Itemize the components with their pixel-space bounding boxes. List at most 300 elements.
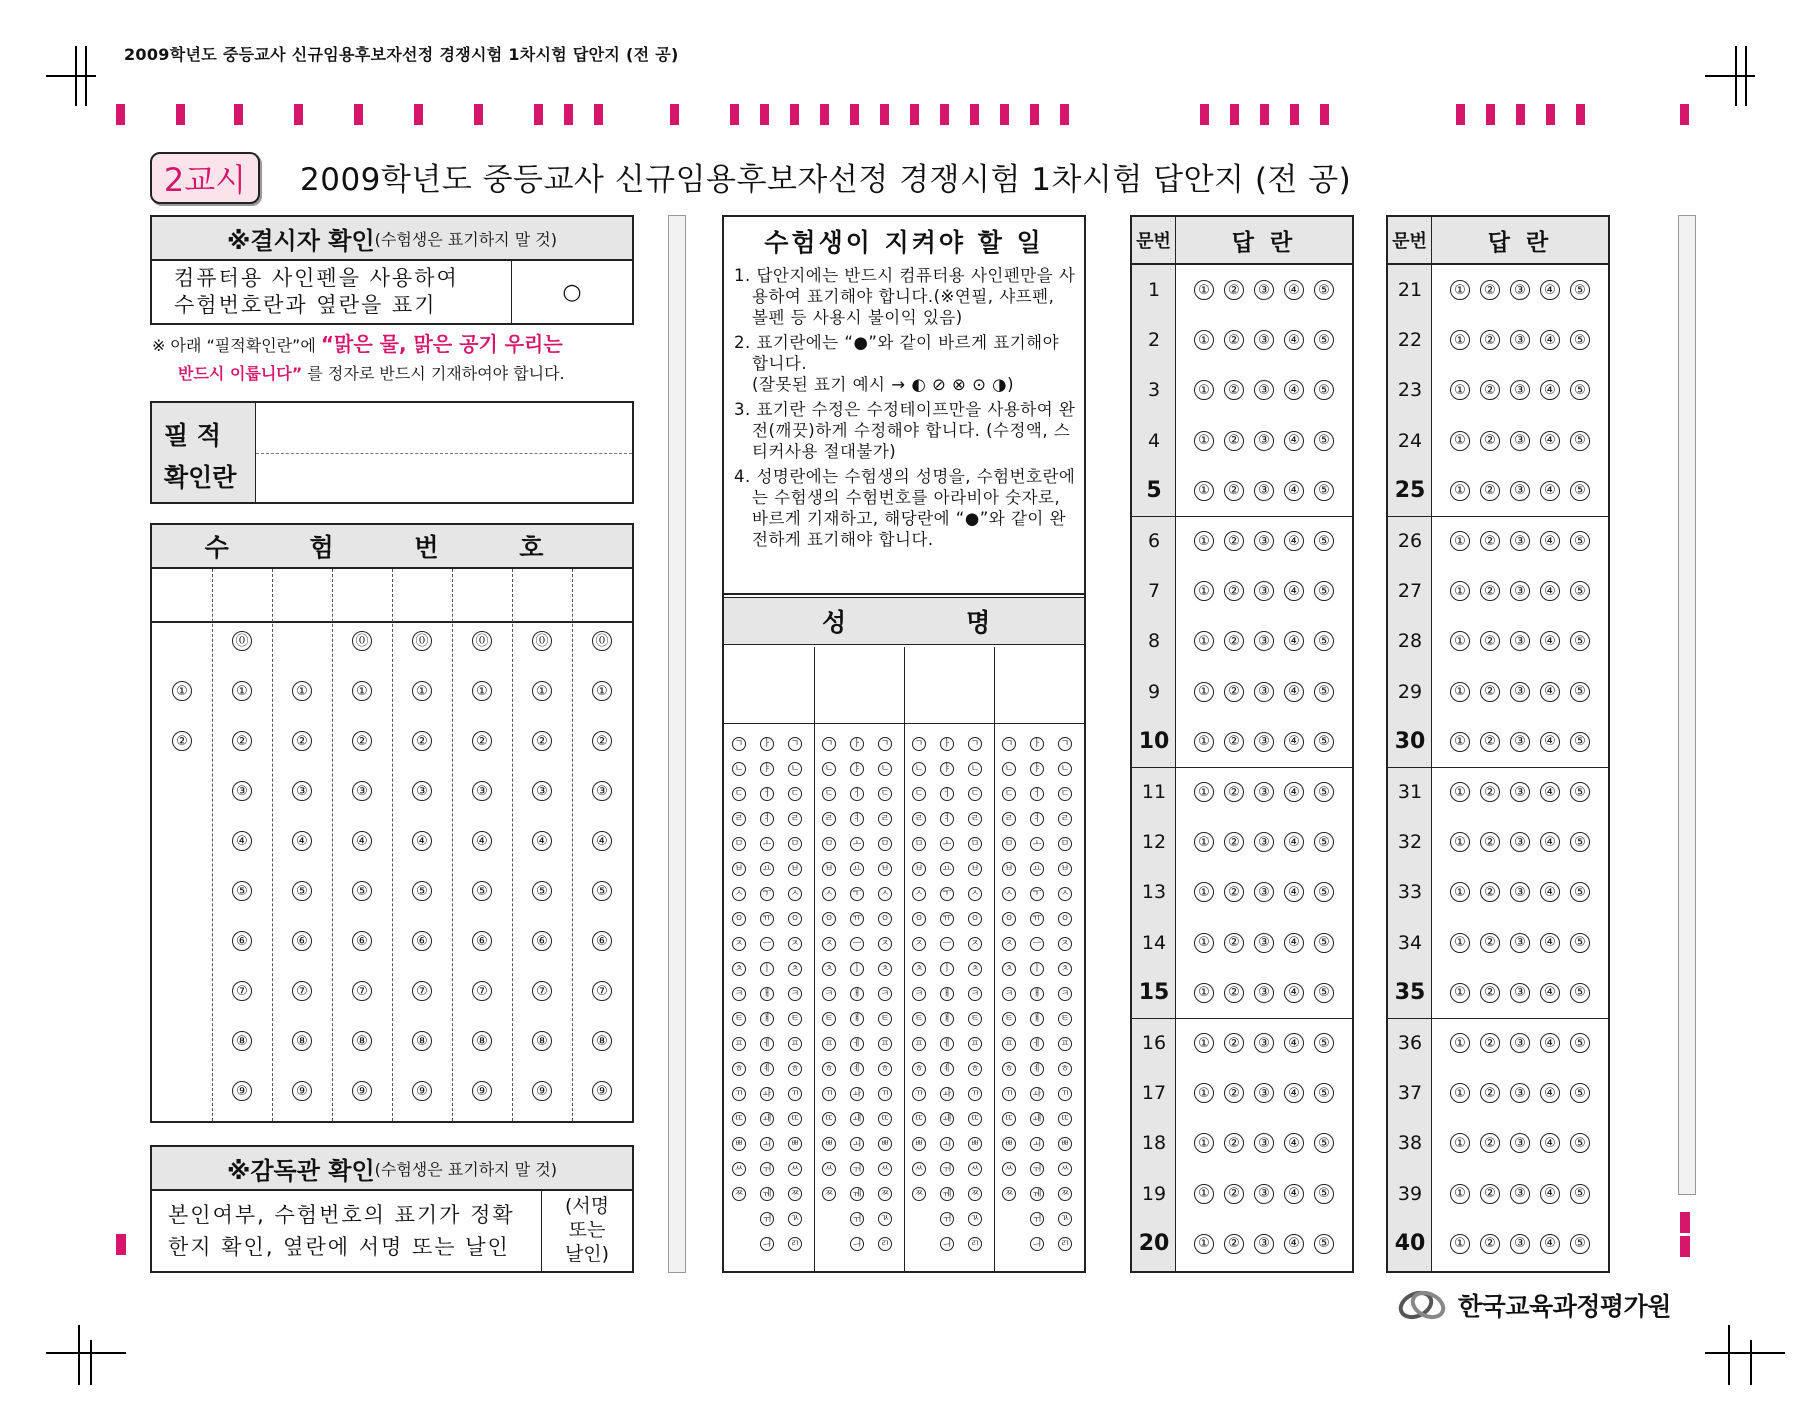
answer-option-bubble[interactable]: ③	[1510, 481, 1530, 501]
answer-option-bubble[interactable]: ⑤	[1314, 1083, 1334, 1103]
answer-option-bubble[interactable]: ⑤	[1570, 431, 1590, 451]
answer-option-bubble[interactable]: ④	[1540, 782, 1560, 802]
answer-option-bubble[interactable]: ①	[1194, 1033, 1214, 1053]
exam-digit-bubble[interactable]: ⑦	[352, 981, 372, 1001]
name-final-bubble[interactable]: ㅁ	[968, 837, 982, 851]
name-vowel-bubble[interactable]: ㅒ	[850, 1012, 864, 1026]
answer-option-bubble[interactable]: ②	[1224, 682, 1244, 702]
name-vowel-bubble[interactable]: ㅡ	[760, 937, 774, 951]
name-final-bubble[interactable]: ㄴ	[1058, 762, 1072, 776]
name-initial-bubble[interactable]: ㅈ	[732, 937, 746, 951]
answer-option-bubble[interactable]: ⑤	[1314, 732, 1334, 752]
answer-option-bubble[interactable]: ③	[1510, 983, 1530, 1003]
answer-option-bubble[interactable]: ③	[1510, 330, 1530, 350]
answer-option-bubble[interactable]: ⑤	[1570, 1234, 1590, 1254]
answer-option-bubble[interactable]: ⑤	[1314, 782, 1334, 802]
name-vowel-bubble[interactable]: ㅞ	[940, 1187, 954, 1201]
answer-option-bubble[interactable]: ②	[1480, 832, 1500, 852]
answer-option-bubble[interactable]: ①	[1194, 1184, 1214, 1204]
answer-option-bubble[interactable]: ③	[1510, 1234, 1530, 1254]
exam-digit-bubble[interactable]: ④	[592, 831, 612, 851]
answer-option-bubble[interactable]: ④	[1540, 1184, 1560, 1204]
name-final-bubble[interactable]: ㅈ	[788, 937, 802, 951]
name-initial-bubble[interactable]: ㄴ	[912, 762, 926, 776]
exam-digit-bubble[interactable]: ②	[352, 731, 372, 751]
answer-option-bubble[interactable]: ④	[1540, 631, 1560, 651]
name-initial-bubble[interactable]: ㅋ	[822, 987, 836, 1001]
name-vowel-bubble[interactable]: ㅏ	[1030, 737, 1044, 751]
name-final-bubble[interactable]: ㄴ	[968, 762, 982, 776]
answer-option-bubble[interactable]: ⑤	[1314, 481, 1334, 501]
name-initial-bubble[interactable]: ㅂ	[822, 862, 836, 876]
name-vowel-bubble[interactable]: ㅏ	[850, 737, 864, 751]
answer-option-bubble[interactable]: ③	[1254, 1133, 1274, 1153]
answer-option-bubble[interactable]: ④	[1540, 481, 1560, 501]
answer-option-bubble[interactable]: ⑤	[1570, 782, 1590, 802]
name-final-bubble[interactable]: ㅊ	[1058, 962, 1072, 976]
name-vowel-bubble[interactable]: ㅐ	[850, 987, 864, 1001]
answer-option-bubble[interactable]: ③	[1510, 380, 1530, 400]
answer-option-bubble[interactable]: ①	[1194, 280, 1214, 300]
exam-digit-bubble[interactable]: ⑤	[472, 881, 492, 901]
name-final-bubble[interactable]: ㄴ	[788, 762, 802, 776]
answer-option-bubble[interactable]: ③	[1254, 330, 1274, 350]
answer-option-bubble[interactable]: ②	[1480, 1083, 1500, 1103]
name-vowel-bubble[interactable]: ㅏ	[760, 737, 774, 751]
answer-option-bubble[interactable]: ①	[1450, 631, 1470, 651]
name-vowel-bubble[interactable]: ㅕ	[850, 812, 864, 826]
exam-digit-bubble[interactable]: ⑨	[592, 1081, 612, 1101]
answer-option-bubble[interactable]: ③	[1254, 882, 1274, 902]
name-vowel-bubble[interactable]: ㅡ	[850, 937, 864, 951]
exam-digit-bubble[interactable]: ④	[412, 831, 432, 851]
answer-option-bubble[interactable]: ⑤	[1570, 1033, 1590, 1053]
name-vowel-bubble[interactable]: ㅚ	[940, 1137, 954, 1151]
name-initial-bubble[interactable]: ㄴ	[1002, 762, 1016, 776]
answer-option-bubble[interactable]: ④	[1540, 1133, 1560, 1153]
exam-digit-bubble[interactable]: ②	[592, 731, 612, 751]
name-final-bubble[interactable]: ㄹ	[788, 812, 802, 826]
name-final-bubble[interactable]: ㄷ	[968, 787, 982, 801]
name-vowel-bubble[interactable]: ㅜ	[1030, 887, 1044, 901]
name-initial-bubble[interactable]: ㅉ	[822, 1187, 836, 1201]
answer-option-bubble[interactable]: ①	[1450, 1184, 1470, 1204]
name-vowel-bubble[interactable]: ㅏ	[940, 737, 954, 751]
answer-option-bubble[interactable]: ①	[1450, 832, 1470, 852]
name-vowel-bubble[interactable]: ㅓ	[1030, 787, 1044, 801]
name-vowel-bubble[interactable]: ㅟ	[940, 1212, 954, 1226]
answer-option-bubble[interactable]: ④	[1284, 481, 1304, 501]
name-vowel-bubble[interactable]: ㅝ	[1030, 1162, 1044, 1176]
answer-option-bubble[interactable]: ⑤	[1314, 581, 1334, 601]
name-final-bubble[interactable]: ㅂ	[878, 862, 892, 876]
name-initial-bubble[interactable]: ㅋ	[912, 987, 926, 1001]
answer-option-bubble[interactable]: ④	[1284, 782, 1304, 802]
name-vowel-bubble[interactable]: ㅞ	[760, 1187, 774, 1201]
exam-digit-bubble[interactable]: ②	[532, 731, 552, 751]
answer-option-bubble[interactable]: ①	[1450, 1033, 1470, 1053]
answer-option-bubble[interactable]: ①	[1450, 682, 1470, 702]
exam-digit-bubble[interactable]: ①	[352, 681, 372, 701]
name-initial-bubble[interactable]: ㄲ	[822, 1087, 836, 1101]
answer-option-bubble[interactable]: ④	[1284, 882, 1304, 902]
name-final-bubble[interactable]: ㄱ	[788, 737, 802, 751]
answer-option-bubble[interactable]: ②	[1480, 380, 1500, 400]
name-initial-bubble[interactable]: ㅉ	[732, 1187, 746, 1201]
name-final-bubble[interactable]: ㅈ	[878, 937, 892, 951]
exam-digit-bubble[interactable]: ①	[412, 681, 432, 701]
answer-option-bubble[interactable]: ①	[1194, 1083, 1214, 1103]
answer-option-bubble[interactable]: ②	[1224, 380, 1244, 400]
answer-option-bubble[interactable]: ②	[1480, 431, 1500, 451]
exam-digit-bubble[interactable]: ④	[532, 831, 552, 851]
name-initial-bubble[interactable]: ㅊ	[822, 962, 836, 976]
name-final-bubble[interactable]: ㅂ	[968, 862, 982, 876]
answer-option-bubble[interactable]: ①	[1450, 280, 1470, 300]
name-final-bubble[interactable]: ㄸ	[878, 1112, 892, 1126]
answer-option-bubble[interactable]: ①	[1450, 330, 1470, 350]
exam-digit-bubble[interactable]: ⓪	[232, 631, 252, 651]
answer-option-bubble[interactable]: ③	[1254, 581, 1274, 601]
name-vowel-bubble[interactable]: ㅠ	[1030, 912, 1044, 926]
exam-digit-bubble[interactable]: ③	[232, 781, 252, 801]
name-final-bubble[interactable]: ㄲ	[878, 1087, 892, 1101]
exam-digit-bubble[interactable]: ⑦	[292, 981, 312, 1001]
name-final-bubble[interactable]: ㅆ	[968, 1162, 982, 1176]
name-vowel-bubble[interactable]: ㅞ	[1030, 1187, 1044, 1201]
name-final-bubble[interactable]: ㅊ	[878, 962, 892, 976]
answer-option-bubble[interactable]: ②	[1480, 581, 1500, 601]
answer-option-bubble[interactable]: ②	[1480, 1184, 1500, 1204]
name-final-bubble[interactable]: ㄹ	[1058, 812, 1072, 826]
answer-option-bubble[interactable]: ④	[1284, 732, 1304, 752]
name-initial-bubble[interactable]: ㅆ	[732, 1162, 746, 1176]
answer-option-bubble[interactable]: ④	[1540, 531, 1560, 551]
name-final-bubble[interactable]: ㅋ	[1058, 987, 1072, 1001]
name-final-bubble[interactable]: ㅇ	[968, 912, 982, 926]
name-initial-bubble[interactable]: ㄱ	[822, 737, 836, 751]
name-final-bubble[interactable]: ㅁ	[878, 837, 892, 851]
answer-option-bubble[interactable]: ④	[1540, 280, 1560, 300]
exam-digit-bubble[interactable]: ⑨	[472, 1081, 492, 1101]
name-final-bubble[interactable]: ㅋ	[788, 987, 802, 1001]
name-initial-bubble[interactable]: ㅌ	[822, 1012, 836, 1026]
name-final-bubble[interactable]: ㅃ	[878, 1137, 892, 1151]
answer-option-bubble[interactable]: ①	[1194, 1234, 1214, 1254]
name-vowel-bubble[interactable]: ㅝ	[850, 1162, 864, 1176]
name-initial-bubble[interactable]: ㅈ	[912, 937, 926, 951]
name-final-bubble[interactable]: ㅅ	[878, 887, 892, 901]
answer-option-bubble[interactable]: ③	[1254, 280, 1274, 300]
name-initial-bubble[interactable]: ㅇ	[912, 912, 926, 926]
exam-digit-bubble[interactable]: ②	[232, 731, 252, 751]
answer-option-bubble[interactable]: ①	[1450, 581, 1470, 601]
name-final-bubble[interactable]: ㅆ	[878, 1162, 892, 1176]
answer-option-bubble[interactable]: ②	[1480, 330, 1500, 350]
name-vowel-bubble[interactable]: ㅣ	[850, 962, 864, 976]
answer-option-bubble[interactable]: ⑤	[1314, 431, 1334, 451]
name-initial-bubble[interactable]: ㅂ	[732, 862, 746, 876]
name-vowel-bubble[interactable]: ㅚ	[760, 1137, 774, 1151]
name-vowel-bubble[interactable]: ㅠ	[760, 912, 774, 926]
name-final-bubble[interactable]: ㅁ	[1058, 837, 1072, 851]
exam-digit-bubble[interactable]: ⑤	[232, 881, 252, 901]
answer-option-bubble[interactable]: ⑤	[1314, 631, 1334, 651]
exam-digit-bubble[interactable]: ④	[352, 831, 372, 851]
name-vowel-bubble[interactable]: ㅟ	[1030, 1212, 1044, 1226]
name-vowel-bubble[interactable]: ㅢ	[940, 1237, 954, 1251]
name-initial-bubble[interactable]: ㄱ	[912, 737, 926, 751]
answer-option-bubble[interactable]: ②	[1480, 1033, 1500, 1053]
answer-option-bubble[interactable]: ④	[1284, 933, 1304, 953]
name-final-bubble[interactable]: ㄱ	[878, 737, 892, 751]
name-initial-bubble[interactable]: ㅉ	[912, 1187, 926, 1201]
exam-digit-bubble[interactable]: ①	[472, 681, 492, 701]
name-final-bubble[interactable]: ㅃ	[1058, 1137, 1072, 1151]
name-initial-bubble[interactable]: ㅇ	[822, 912, 836, 926]
answer-option-bubble[interactable]: ④	[1284, 1083, 1304, 1103]
name-vowel-bubble[interactable]: ㅣ	[1030, 962, 1044, 976]
exam-digit-bubble[interactable]: ②	[292, 731, 312, 751]
answer-option-bubble[interactable]: ①	[1194, 882, 1214, 902]
name-initial-bubble[interactable]: ㅇ	[732, 912, 746, 926]
answer-option-bubble[interactable]: ④	[1540, 431, 1560, 451]
exam-digit-bubble[interactable]: ⑨	[292, 1081, 312, 1101]
name-vowel-bubble[interactable]: ㅡ	[940, 937, 954, 951]
name-initial-bubble[interactable]: ㄲ	[732, 1087, 746, 1101]
answer-option-bubble[interactable]: ③	[1254, 631, 1274, 651]
answer-option-bubble[interactable]: ①	[1450, 1234, 1470, 1254]
answer-option-bubble[interactable]: ③	[1254, 1033, 1274, 1053]
name-final-bubble[interactable]: ㅋ	[968, 987, 982, 1001]
answer-option-bubble[interactable]: ①	[1194, 531, 1214, 551]
name-initial-bubble[interactable]: ㅂ	[912, 862, 926, 876]
answer-option-bubble[interactable]: ⑤	[1314, 1234, 1334, 1254]
name-initial-bubble[interactable]: ㅎ	[822, 1062, 836, 1076]
answer-option-bubble[interactable]: ②	[1224, 1184, 1244, 1204]
name-final-bubble[interactable]: ㅉ	[1058, 1187, 1072, 1201]
name-vowel-bubble[interactable]: ㅛ	[940, 862, 954, 876]
name-final-bubble[interactable]: ㅈ	[1058, 937, 1072, 951]
name-vowel-bubble[interactable]: ㅓ	[940, 787, 954, 801]
name-final-bubble[interactable]: ㅅ	[788, 887, 802, 901]
exam-digit-bubble[interactable]: ③	[592, 781, 612, 801]
answer-option-bubble[interactable]: ⑤	[1314, 1133, 1334, 1153]
name-vowel-bubble[interactable]: ㅔ	[760, 1037, 774, 1051]
exam-digit-bubble[interactable]: ⓪	[532, 631, 552, 651]
answer-option-bubble[interactable]: ②	[1224, 481, 1244, 501]
answer-option-bubble[interactable]: ③	[1254, 682, 1274, 702]
name-vowel-bubble[interactable]: ㅚ	[1030, 1137, 1044, 1151]
exam-digit-bubble[interactable]: ⑤	[412, 881, 432, 901]
answer-option-bubble[interactable]: ③	[1254, 983, 1274, 1003]
answer-option-bubble[interactable]: ③	[1254, 732, 1274, 752]
name-initial-bubble[interactable]: ㅆ	[1002, 1162, 1016, 1176]
name-vowel-bubble[interactable]: ㅗ	[940, 837, 954, 851]
answer-option-bubble[interactable]: ⑤	[1314, 531, 1334, 551]
exam-digit-bubble[interactable]: ⑥	[592, 931, 612, 951]
answer-option-bubble[interactable]: ⑤	[1570, 682, 1590, 702]
answer-option-bubble[interactable]: ③	[1254, 832, 1274, 852]
name-final-bubble[interactable]: ㄳ	[968, 1212, 982, 1226]
exam-digit-bubble[interactable]: ⑦	[232, 981, 252, 1001]
name-initial-bubble[interactable]: ㄴ	[822, 762, 836, 776]
answer-option-bubble[interactable]: ①	[1194, 933, 1214, 953]
name-final-bubble[interactable]: ㅎ	[1058, 1062, 1072, 1076]
name-vowel-bubble[interactable]: ㅛ	[760, 862, 774, 876]
answer-option-bubble[interactable]: ②	[1480, 682, 1500, 702]
exam-digit-bubble[interactable]: ⓪	[412, 631, 432, 651]
answer-option-bubble[interactable]: ④	[1284, 631, 1304, 651]
name-vowel-bubble[interactable]: ㅗ	[1030, 837, 1044, 851]
name-final-bubble[interactable]: ㄹ	[878, 812, 892, 826]
name-final-bubble[interactable]: ㄲ	[788, 1087, 802, 1101]
name-vowel-bubble[interactable]: ㅖ	[760, 1062, 774, 1076]
name-vowel-bubble[interactable]: ㅕ	[1030, 812, 1044, 826]
name-vowel-bubble[interactable]: ㅢ	[1030, 1237, 1044, 1251]
answer-option-bubble[interactable]: ④	[1540, 1033, 1560, 1053]
name-vowel-bubble[interactable]: ㅕ	[760, 812, 774, 826]
name-vowel-bubble[interactable]: ㅙ	[1030, 1112, 1044, 1126]
name-vowel-bubble[interactable]: ㅡ	[1030, 937, 1044, 951]
answer-option-bubble[interactable]: ⑤	[1570, 280, 1590, 300]
exam-digit-bubble[interactable]: ⑦	[532, 981, 552, 1001]
answer-option-bubble[interactable]: ①	[1194, 1133, 1214, 1153]
name-vowel-bubble[interactable]: ㅐ	[760, 987, 774, 1001]
answer-option-bubble[interactable]: ②	[1224, 1033, 1244, 1053]
name-final-bubble[interactable]: ㅋ	[878, 987, 892, 1001]
name-final-bubble[interactable]: ㄸ	[968, 1112, 982, 1126]
answer-option-bubble[interactable]: ⑤	[1314, 983, 1334, 1003]
answer-option-bubble[interactable]: ⑤	[1314, 1033, 1334, 1053]
name-vowel-bubble[interactable]: ㅢ	[760, 1237, 774, 1251]
name-initial-bubble[interactable]: ㄷ	[732, 787, 746, 801]
name-vowel-bubble[interactable]: ㅚ	[850, 1137, 864, 1151]
exam-digit-bubble[interactable]: ⑤	[592, 881, 612, 901]
answer-option-bubble[interactable]: ⑤	[1570, 1083, 1590, 1103]
answer-option-bubble[interactable]: ④	[1540, 832, 1560, 852]
exam-digit-bubble[interactable]: ③	[412, 781, 432, 801]
name-vowel-bubble[interactable]: ㅒ	[1030, 1012, 1044, 1026]
name-vowel-bubble[interactable]: ㅠ	[850, 912, 864, 926]
name-final-bubble[interactable]: ㅂ	[788, 862, 802, 876]
name-vowel-bubble[interactable]: ㅘ	[1030, 1087, 1044, 1101]
exam-digit-bubble[interactable]: ①	[592, 681, 612, 701]
name-initial-bubble[interactable]: ㅎ	[1002, 1062, 1016, 1076]
exam-digit-bubble[interactable]: ⑧	[232, 1031, 252, 1051]
supervisor-sign-area[interactable]	[542, 1191, 632, 1271]
answer-option-bubble[interactable]: ⑤	[1570, 330, 1590, 350]
exam-digit-bubble[interactable]: ⑦	[412, 981, 432, 1001]
name-vowel-bubble[interactable]: ㅑ	[760, 762, 774, 776]
answer-option-bubble[interactable]: ④	[1540, 933, 1560, 953]
answer-option-bubble[interactable]: ⑤	[1314, 882, 1334, 902]
exam-digit-bubble[interactable]: ⑤	[292, 881, 312, 901]
answer-option-bubble[interactable]: ③	[1510, 431, 1530, 451]
answer-option-bubble[interactable]: ③	[1510, 1033, 1530, 1053]
exam-digit-bubble[interactable]: ⑧	[412, 1031, 432, 1051]
name-final-bubble[interactable]: ㅇ	[878, 912, 892, 926]
answer-option-bubble[interactable]: ④	[1284, 581, 1304, 601]
answer-option-bubble[interactable]: ⑤	[1314, 682, 1334, 702]
answer-option-bubble[interactable]: ③	[1510, 280, 1530, 300]
answer-option-bubble[interactable]: ④	[1284, 431, 1304, 451]
name-vowel-bubble[interactable]: ㅣ	[760, 962, 774, 976]
name-vowel-bubble[interactable]: ㅛ	[850, 862, 864, 876]
name-final-bubble[interactable]: ㄳ	[788, 1212, 802, 1226]
answer-option-bubble[interactable]: ④	[1284, 380, 1304, 400]
exam-digit-bubble[interactable]: ⑥	[232, 931, 252, 951]
name-final-bubble[interactable]: ㄺ	[968, 1237, 982, 1251]
name-initial-bubble[interactable]: ㅍ	[912, 1037, 926, 1051]
answer-option-bubble[interactable]: ③	[1254, 531, 1274, 551]
name-final-bubble[interactable]: ㅁ	[788, 837, 802, 851]
exam-digit-bubble[interactable]: ④	[472, 831, 492, 851]
exam-digit-bubble[interactable]: ⑥	[292, 931, 312, 951]
name-initial-bubble[interactable]: ㄸ	[912, 1112, 926, 1126]
name-initial-bubble[interactable]: ㅆ	[912, 1162, 926, 1176]
answer-option-bubble[interactable]: ⑤	[1570, 882, 1590, 902]
exam-digit-bubble[interactable]: ⑥	[472, 931, 492, 951]
name-final-bubble[interactable]: ㅌ	[1058, 1012, 1072, 1026]
exam-digit-bubble[interactable]: ⑤	[532, 881, 552, 901]
name-initial-bubble[interactable]: ㅌ	[912, 1012, 926, 1026]
answer-option-bubble[interactable]: ④	[1284, 682, 1304, 702]
exam-digit-bubble[interactable]: ⑨	[352, 1081, 372, 1101]
answer-option-bubble[interactable]: ③	[1254, 933, 1274, 953]
answer-option-bubble[interactable]: ②	[1480, 933, 1500, 953]
answer-option-bubble[interactable]: ④	[1540, 732, 1560, 752]
name-initial-bubble[interactable]: ㄲ	[912, 1087, 926, 1101]
answer-option-bubble[interactable]: ①	[1194, 581, 1214, 601]
answer-option-bubble[interactable]: ④	[1284, 832, 1304, 852]
answer-option-bubble[interactable]: ⑤	[1570, 832, 1590, 852]
answer-option-bubble[interactable]: ③	[1254, 1184, 1274, 1204]
name-initial-bubble[interactable]: ㅁ	[732, 837, 746, 851]
answer-option-bubble[interactable]: ②	[1224, 280, 1244, 300]
answer-option-bubble[interactable]: ②	[1224, 631, 1244, 651]
name-initial-bubble[interactable]: ㄲ	[1002, 1087, 1016, 1101]
answer-option-bubble[interactable]: ①	[1194, 832, 1214, 852]
exam-digit-bubble[interactable]: ⓪	[352, 631, 372, 651]
name-final-bubble[interactable]: ㅅ	[968, 887, 982, 901]
name-final-bubble[interactable]: ㄺ	[1058, 1237, 1072, 1251]
answer-option-bubble[interactable]: ③	[1254, 1083, 1274, 1103]
answer-option-bubble[interactable]: ③	[1510, 782, 1530, 802]
name-vowel-bubble[interactable]: ㅖ	[1030, 1062, 1044, 1076]
name-initial-bubble[interactable]: ㅌ	[1002, 1012, 1016, 1026]
answer-option-bubble[interactable]: ①	[1450, 983, 1470, 1003]
answer-option-bubble[interactable]: ③	[1510, 631, 1530, 651]
exam-digit-bubble[interactable]: ②	[412, 731, 432, 751]
name-final-bubble[interactable]: ㅃ	[968, 1137, 982, 1151]
name-final-bubble[interactable]: ㄳ	[878, 1212, 892, 1226]
name-vowel-bubble[interactable]: ㅛ	[1030, 862, 1044, 876]
name-vowel-bubble[interactable]: ㅙ	[850, 1112, 864, 1126]
name-final-bubble[interactable]: ㅆ	[1058, 1162, 1072, 1176]
name-final-bubble[interactable]: ㄲ	[1058, 1087, 1072, 1101]
name-final-bubble[interactable]: ㅌ	[968, 1012, 982, 1026]
name-initial-bubble[interactable]: ㅃ	[1002, 1137, 1016, 1151]
exam-digit-bubble[interactable]: ①	[532, 681, 552, 701]
name-final-bubble[interactable]: ㄴ	[878, 762, 892, 776]
name-vowel-bubble[interactable]: ㅞ	[850, 1187, 864, 1201]
answer-option-bubble[interactable]: ②	[1224, 581, 1244, 601]
name-initial-bubble[interactable]: ㅋ	[732, 987, 746, 1001]
answer-option-bubble[interactable]: ①	[1450, 1083, 1470, 1103]
exam-digit-bubble[interactable]: ②	[172, 731, 192, 751]
answer-option-bubble[interactable]: ①	[1450, 933, 1470, 953]
